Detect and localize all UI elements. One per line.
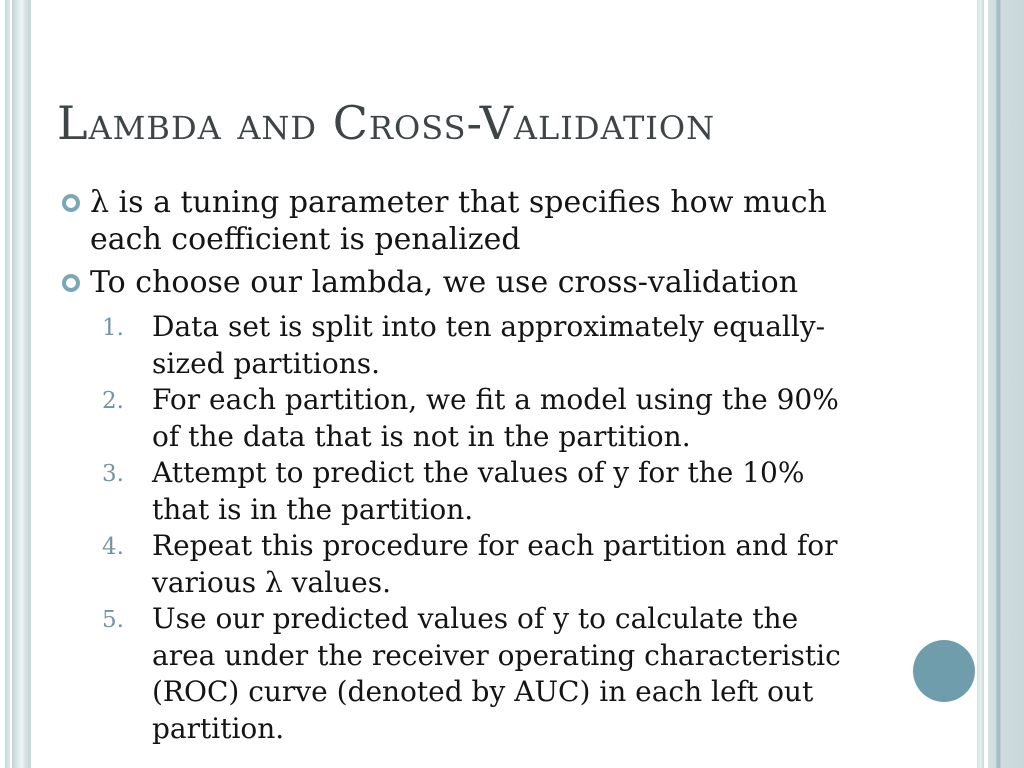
step-text: For each partition, we fit a model using the 90% of the data that is not in the partition. [152,383,839,453]
step-text: Attempt to predict the values of y for the 10% that is in the partition. [152,456,805,526]
slide-body [57,184,869,747]
step-text: Use our predicted values of y to calculate the area under the receiver operating characteristic (ROC) curve (denoted by AUC) in each left out partition. [152,602,841,745]
right-border-stripe-inner [977,0,984,768]
right-border-stripe-outer [988,0,1024,768]
step-number: 5. [102,607,124,633]
step-number: 4. [102,534,124,560]
left-border-stripe-inner [12,0,31,768]
numbered-step [57,601,869,747]
bullet-ring-icon [62,274,80,292]
step-text: Data set is split into ten approximately equally-sized partitions. [152,310,826,380]
step-number: 1. [102,315,124,341]
accent-circle [913,640,975,702]
step-text: Repeat this procedure for each partition and for various λ values. [152,529,838,599]
numbered-step [57,382,869,455]
numbered-step-list [57,309,869,747]
left-border-stripe-outer [5,0,10,768]
bullet-item [57,264,865,301]
bullet-item [57,184,865,258]
step-number: 2. [102,388,124,414]
step-number: 3. [102,461,124,487]
numbered-step [57,309,869,382]
numbered-step [57,528,869,601]
bullet-ring-icon [62,194,80,212]
numbered-step [57,455,869,528]
slide-title: Lambda and Cross-Validation [57,96,716,150]
bullet-text: λ is a tuning parameter that specifies how much each coefficient is penalized [90,185,827,257]
bullet-text: To choose our lambda, we use cross-validation [90,265,799,300]
